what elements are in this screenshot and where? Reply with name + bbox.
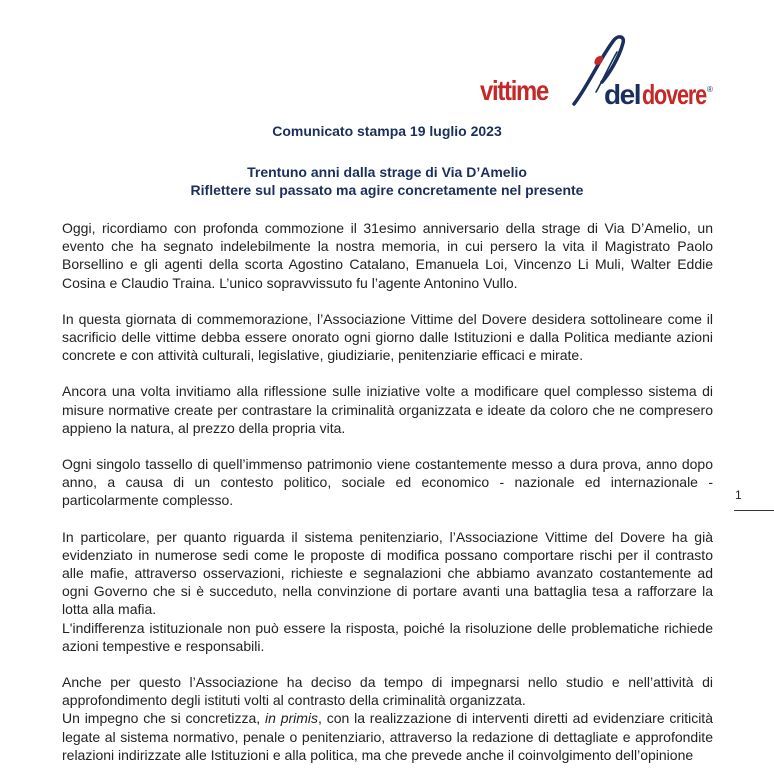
- logo-red-accent: [594, 56, 603, 65]
- in-primis-emphasis: in primis: [265, 710, 319, 727]
- paragraph-reflection: Ancora una volta invitiamo alla riflessione sulle iniziative volte a modificare quel complesso sistema di misure normative create per contrastare la criminalità organizzata e ideate da coloro che ne compresero appieno la natura, al prezzo della propria vita.: [62, 383, 713, 436]
- paragraph-penitentiary: In particolare, per quanto riguarda il sistema penitenziario, l’Associazione Vittime del Dovere ha già evidenziato in numerose sedi come le proposte di modifica possano comportare rischi per il contrasto alle mafie, attraverso osservazioni, richieste e segnalazioni che abbiamo avanzato costantemente ad ogni Governo che si è succeduto, nella convinzione di portare avanti una battaglia tesa a rafforzare la lotta alla mafia.: [62, 528, 713, 618]
- body-text: [62, 219, 713, 764]
- footnote-separator: [734, 510, 774, 511]
- logo: [478, 30, 713, 110]
- logo-trademark: ®: [707, 85, 713, 94]
- paragraph-indifference: L'indifferenza istituzionale non può essere la risposta, poiché la risoluzione delle problematiche richiede azioni tempestive e responsabili.: [62, 619, 713, 654]
- paragraph-concrete-action-rest: , con la realizzazione di interventi diretti ad evidenziare criticità legate al sistema normativo, penale o penitenziario, attraverso la redazione di dettagliate e approfondite relazioni indirizzate alle Istituzioni e alla politica, ma che prevede anche il coinvolgimento dell’opinione: [62, 710, 713, 763]
- paragraph-concrete-action: [62, 709, 713, 764]
- paragraph-commitment: Anche per questo l’Associazione ha deciso da tempo di impegnarsi nello studio e nell’attività di approfondimento degli istituti volti al contrasto della criminalità organizzata.: [62, 674, 713, 709]
- paragraph-commemoration: In questa giornata di commemorazione, l’Associazione Vittime del Dovere desidera sottolineare come il sacrificio delle vittime debba essere onorato ogni giorno dalle Istituzioni e dalla Politica mediante azioni concrete e con attività culturali, legislative, giudiziarie, penitenziarie efficaci e mirate.: [62, 310, 713, 364]
- page-number: 1: [735, 488, 742, 502]
- paragraph-anniversary: Oggi, ricordiamo con profonda commozione il 31esimo anniversario della strage di Via D’Amelio, un evento che ha segnato indelebilmente la nostra memoria, in cui persero la vita il Magistrato Paolo Borsellino e gli agenti della scorta Agostino Catalano, Emanuela Loi, Vincenzo Li Muli, Walter Eddie Cosina e Claudio Traina. L’unico sopravvissuto fu l’agente Antonino Vullo.: [62, 220, 713, 291]
- headline-line-1: Trentuno anni dalla strage di Via D’Amelio: [247, 164, 527, 180]
- vittime-del-dovere-logo: [478, 30, 713, 110]
- headline-line-2: Riflettere sul passato ma agire concretamente nel presente: [190, 182, 584, 198]
- logo-text-del: del: [604, 79, 640, 110]
- logo-text-vittime: vittime: [480, 75, 549, 106]
- press-release-date: Comunicato stampa 19 luglio 2023: [272, 123, 502, 139]
- logo-text-dovere: dovere: [642, 79, 707, 110]
- headline: [62, 163, 712, 199]
- paragraph-concrete-action-start: Un impegno che si concretizza,: [62, 710, 265, 727]
- paragraph-heritage: Ogni singolo tassello di quell’immenso patrimonio viene costantemente messo a dura prova, anno dopo anno, a causa di un contesto politico, sociale ed economico - nazionale ed internazionale - particolarmente complesso.: [62, 456, 713, 509]
